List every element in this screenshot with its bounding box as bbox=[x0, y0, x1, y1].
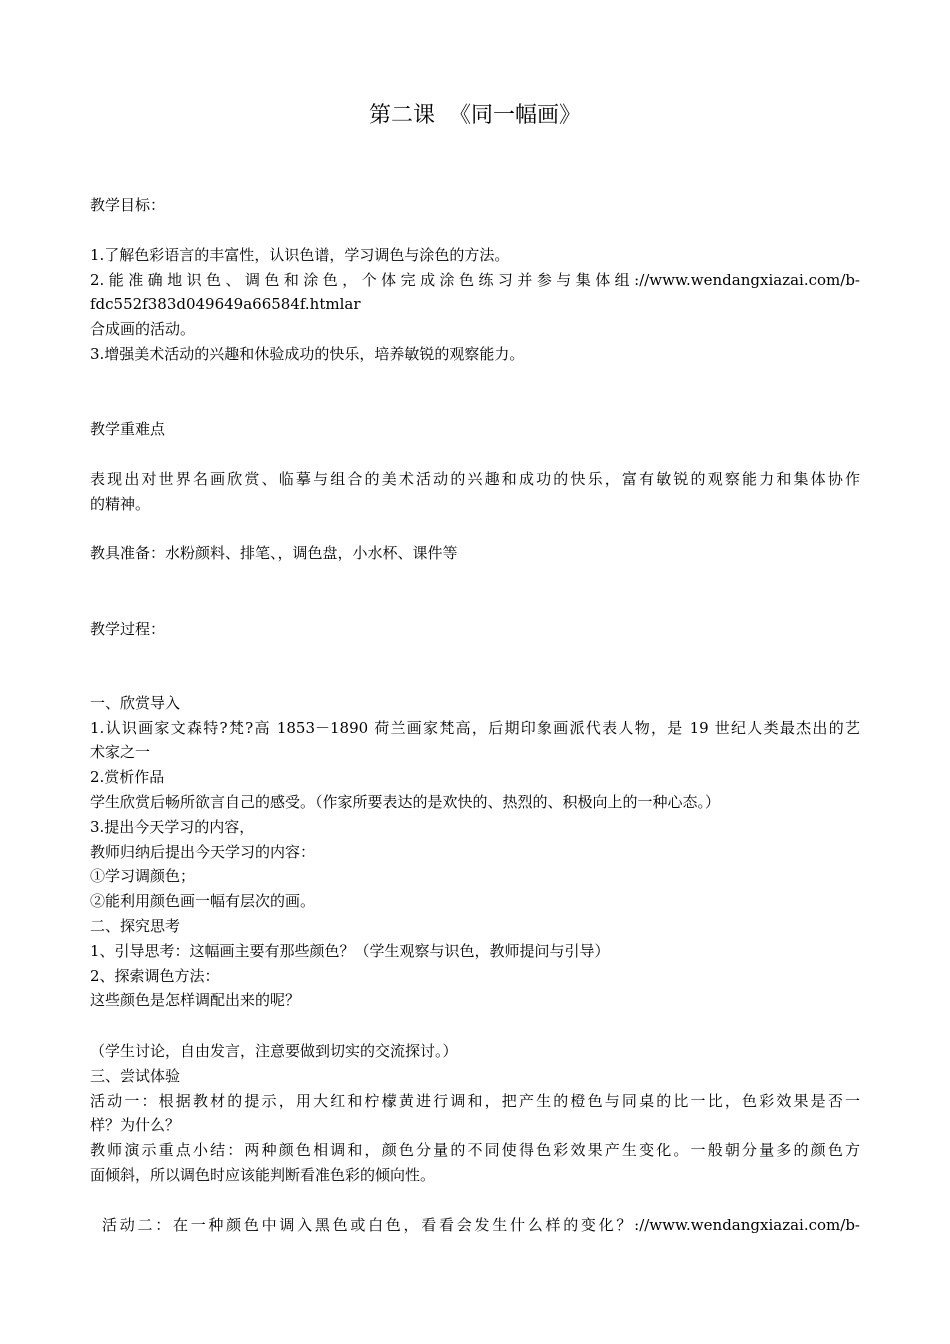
part-2-item-1: 1、引导思考：这幅画主要有那些颜色？（学生观察与识色，教师提问与引导） bbox=[90, 942, 610, 960]
part-1-item-2: 2.赏析作品 bbox=[90, 768, 165, 786]
section-heading-key-points: 教学重难点 bbox=[90, 420, 166, 438]
part-2-heading: 二、探究思考 bbox=[90, 917, 181, 935]
part-2-item-2: 2、探索调色方法： bbox=[90, 967, 220, 985]
key-points-text-continued: 的精神。 bbox=[90, 495, 151, 513]
objective-2-url-tail: fdc552f383d049649a66584f.htmlar bbox=[90, 295, 361, 313]
objective-2: 2.能准确地识色、调色和涂色，个体完成涂色练习并参与集体组://www.wendangxiazai.com/b- bbox=[90, 271, 860, 289]
page-title: 第二课 《同一幅画》 bbox=[369, 103, 581, 128]
section-heading-objectives: 教学目标： bbox=[90, 196, 166, 214]
part-1-item-3: 3.提出今天学习的内容， bbox=[90, 818, 255, 836]
part-1-goal-2: ②能利用颜色画一幅有层次的画。 bbox=[90, 892, 316, 910]
part-1-item-1-continued: 术家之一 bbox=[90, 743, 151, 761]
part-1-item-3-text: 教师归纳后提出今天学习的内容： bbox=[90, 843, 316, 861]
part-3-heading: 三、尝试体验 bbox=[90, 1067, 181, 1085]
teacher-summary-continued: 面倾斜，所以调色时应该能判断看准色彩的倾向性。 bbox=[90, 1166, 436, 1184]
objective-3: 3.增强美术活动的兴趣和休验成功的快乐，培养敏锐的观察能力。 bbox=[90, 345, 525, 363]
objective-1: 1.了解色彩语言的丰富性，认识色谱，学习调色与涂色的方法。 bbox=[90, 246, 510, 264]
part-1-goal-1: ①学习调颜色； bbox=[90, 867, 196, 885]
teaching-aids: 教具准备：水粉颜料、排笔、，调色盘，小水杯、课件等 bbox=[90, 544, 458, 562]
part-2-discussion-note: （学生讨论，自由发言，注意要做到切实的交流探讨。） bbox=[90, 1042, 458, 1060]
objective-2-continued: 合成画的活动。 bbox=[90, 320, 196, 338]
section-heading-process: 教学过程： bbox=[90, 620, 166, 638]
activity-2: 活动二：在一种颜色中调入黑色或白色，看看会发生什么样的变化？://www.wendangxiazai.com/b- bbox=[102, 1216, 860, 1234]
teacher-summary: 教师演示重点小结：两种颜色相调和，颜色分量的不同使得色彩效果产生变化。一般朝分量多的颜色方 bbox=[90, 1141, 860, 1159]
part-1-item-1: 1.认识画家文森特?梵?高 1853－1890 荷兰画家梵高，后期印象画派代表人物，是 19 世纪人类最杰出的艺 bbox=[90, 719, 860, 737]
activity-1: 活动一：根据教材的提示，用大红和柠檬黄进行调和，把产生的橙色与同桌的比一比，色彩效果是否一 bbox=[90, 1092, 860, 1110]
part-1-item-2-text: 学生欣赏后畅所欲言自己的感受。（作家所要表达的是欢快的、热烈的、积极向上的一种心态。） bbox=[90, 793, 721, 811]
key-points-text: 表现出对世界名画欣赏、临摹与组合的美术活动的兴趣和成功的快乐，富有敏锐的观察能力和集体协作 bbox=[90, 470, 860, 488]
part-2-item-2-question: 这些颜色是怎样调配出来的呢？ bbox=[90, 991, 301, 1009]
activity-1-continued: 样？为什么？ bbox=[90, 1116, 181, 1134]
part-1-heading: 一、欣赏导入 bbox=[90, 694, 181, 712]
